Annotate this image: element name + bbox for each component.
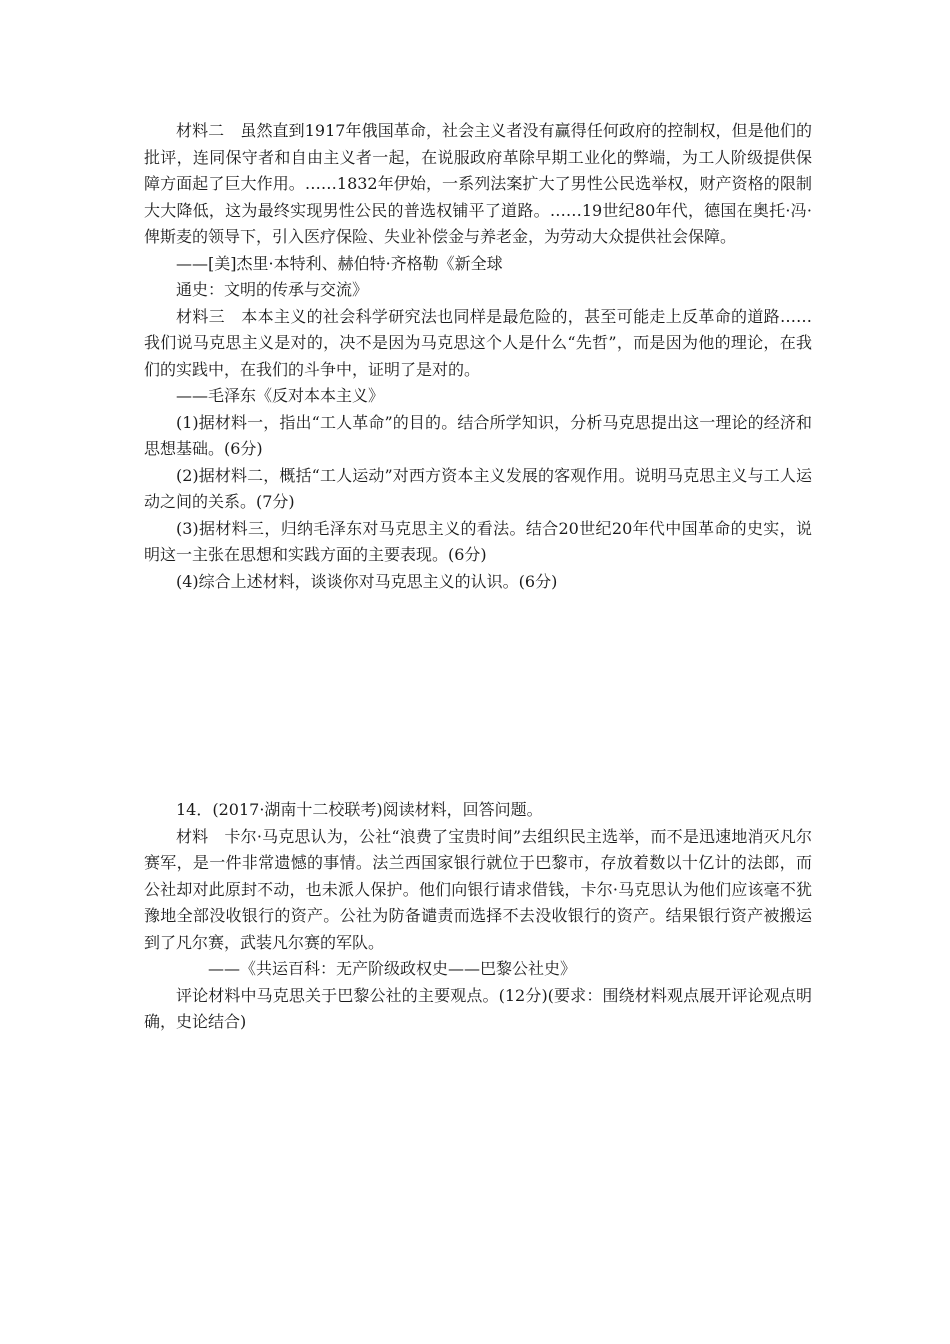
question-14-heading: 14．(2017·湖南十二校联考)阅读材料，回答问题。	[176, 800, 543, 819]
material-two-source-line1: ——[美]杰里·本特利、赫伯特·齐格勒《新全球	[176, 253, 503, 273]
question-14-material: 材料 卡尔·马克思认为，公社“浪费了宝贵时间”去组织民主选举，而不是迅速地消灭凡尔赛军，是一件非常遗憾的事情。法兰西国家银行就位于巴黎市，存放着数以十亿计的法郎，而公社却对此原封不动，也未派人保护。他们向银行请求借钱，卡尔·马克思认为他们应该毫不犹豫地全部没收银行的资产。公社为防备谴责而选择不去没收银行的资产。结果银行资产被搬运到了凡尔赛，武装凡尔赛的军队。	[144, 826, 812, 952]
question-4: (4)综合上述材料，谈谈你对马克思主义的认识。(6分)	[176, 571, 558, 591]
material-two-source-line2: 通史：文明的传承与交流》	[176, 280, 369, 299]
history-materials-block	[144, 118, 812, 595]
question-14-prompt: 评论材料中马克思关于巴黎公社的主要观点。(12分)(要求：围绕材料观点展开评论观点明确，史论结合)	[144, 985, 812, 1031]
question-14-source: ——《共运百科：无产阶级政权史——巴黎公社史》	[208, 959, 577, 978]
material-three-source: ——毛泽东《反对本本主义》	[176, 386, 385, 405]
question-3: (3)据材料三，归纳毛泽东对马克思主义的看法。结合20世纪20年代中国革命的史实，说明这一主张在思想和实践方面的主要表现。(6分)	[144, 518, 812, 564]
question-1: (1)据材料一，指出“工人革命”的目的。结合所学知识，分析马克思提出这一理论的经济和思想基础。(6分)	[144, 412, 812, 458]
question-2: (2)据材料二，概括“工人运动”对西方资本主义发展的客观作用。说明马克思主义与工人运动之间的关系。(7分)	[144, 465, 812, 511]
material-three-text: 材料三 本本主义的社会科学研究法也同样是最危险的，甚至可能走上反革命的道路……我们说马克思主义是对的，决不是因为马克思这个人是什么“先哲”，而是因为他的理论，在我们的实践中，在我们的斗争中，证明了是对的。	[144, 306, 812, 379]
question-14-block	[144, 797, 812, 1036]
material-two-text: 材料二 虽然直到1917年俄国革命，社会主义者没有赢得任何政府的控制权，但是他们的批评，连同保守者和自由主义者一起，在说服政府革除早期工业化的弊端，为工人阶级提供保障方面起了巨大作用。……1832年伊始，一系列法案扩大了男性公民选举权，财产资格的限制大大降低，这为最终实现男性公民的普选权铺平了道路。……19世纪80年代，德国在奥托·冯·俾斯麦的领导下，引入医疗保险、失业补偿金与养老金，为劳动大众提供社会保障。	[144, 121, 812, 246]
